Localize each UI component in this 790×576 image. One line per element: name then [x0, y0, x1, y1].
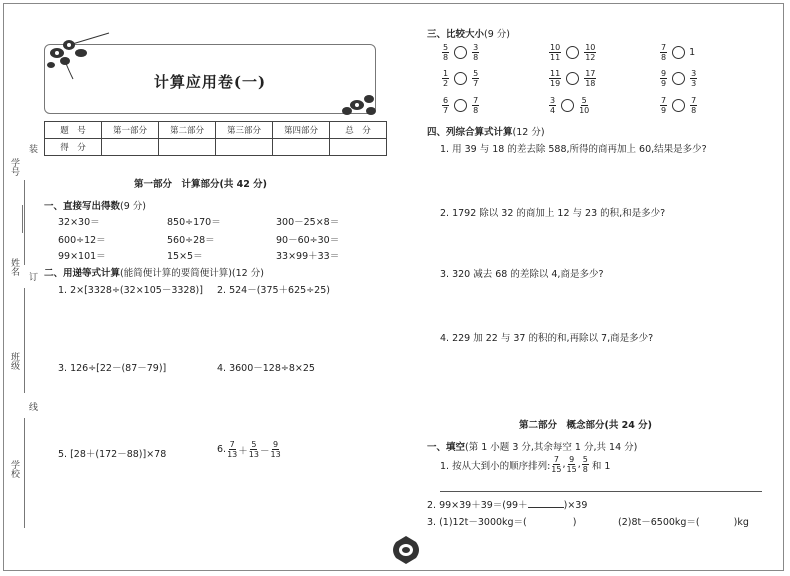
binding-mark-xian: 线: [29, 403, 39, 413]
compare-item: [441, 96, 480, 115]
numerator: 7: [661, 43, 667, 52]
compare-answer-circle[interactable]: [672, 46, 685, 59]
fraction: [472, 96, 479, 115]
numerator: 11: [550, 69, 561, 78]
denominator: 9: [661, 106, 667, 115]
equation-question: 1. 2×[3328÷(32×105－3328)]: [58, 285, 203, 296]
compare-item: [548, 43, 597, 62]
word-problem: 2. 1792 除以 32 的商加上 12 与 23 的积,和是多少?: [440, 208, 666, 219]
equation-question: 5. [28＋(172－88)]×78: [58, 449, 167, 460]
part1-title: 第一部分 计算部分(共 42 分): [134, 179, 268, 190]
student-id-label: 学号: [9, 158, 19, 176]
denominator: 15: [566, 465, 577, 474]
compare-answer-circle[interactable]: [454, 99, 467, 112]
question-text: 2. 99×39＋39＝(99＋: [427, 500, 528, 511]
fill-question-1: 1. 按从大到小的顺序排列: $\frac{7}{15}$ , $\frac{9}{15}$ , $\frac{5}{8}$ 和 1: [440, 455, 611, 474]
binding-mark-zhuang: 装: [29, 145, 39, 155]
numerator: 9: [273, 440, 279, 449]
word-problem: 4. 229 加 22 与 37 的积的和,再除以 7,商是多少?: [440, 333, 654, 344]
cut-line: [24, 180, 25, 265]
numerator: 7: [553, 455, 559, 464]
numerator: 9: [661, 69, 667, 78]
compare-item: [659, 43, 695, 62]
question-text: 3. (1)12t－3000kg＝(: [427, 517, 527, 528]
fraction: [567, 455, 577, 474]
fraction: [690, 96, 697, 115]
answer-line[interactable]: [440, 491, 762, 492]
part2-title: 第二部分 概念部分(共 24 分): [519, 420, 653, 431]
fraction: [549, 69, 561, 88]
school-label: 学校: [9, 460, 19, 478]
section2-title: 二、用递等式计算: [44, 268, 121, 279]
table-header-cell: 总 分: [330, 122, 387, 139]
numerator: 10: [585, 43, 596, 52]
question-text: (2)8t－6500kg＝(: [618, 517, 700, 528]
numerator: 5: [581, 96, 587, 105]
fraction: [660, 69, 667, 88]
number: 1: [689, 47, 696, 58]
fraction: [549, 43, 561, 62]
table-header-cell: 题 号: [45, 122, 102, 139]
question-text: 和 1: [591, 460, 611, 472]
section4-heading: [427, 124, 545, 138]
fraction: [549, 96, 556, 115]
section2-heading: [44, 265, 264, 279]
denominator: 8: [582, 465, 588, 474]
numerator: 10: [550, 43, 561, 52]
bottom-ornament-icon: [388, 534, 424, 566]
calc-item: 600÷12＝: [58, 235, 106, 246]
score-cell[interactable]: [273, 139, 330, 156]
fraction: [442, 69, 449, 88]
section2-note: (能简便计算的要简便计算)(12 分): [120, 268, 264, 279]
equation-question: 2. 524－(375＋625÷25): [217, 285, 330, 296]
table-row: [45, 122, 387, 139]
fill-line: [22, 205, 23, 233]
numerator: 5: [473, 69, 479, 78]
fraction: [579, 96, 589, 115]
numerator: 3: [550, 96, 556, 105]
operator: －: [259, 445, 270, 457]
calc-item: 32×30＝: [58, 217, 100, 228]
numerator: 3: [691, 69, 697, 78]
binding-mark-ding: 订: [29, 273, 39, 283]
section1-heading: [44, 198, 146, 212]
denominator: 18: [585, 79, 596, 88]
section3-title: 三、比较大小: [427, 29, 485, 40]
compare-answer-circle[interactable]: [454, 72, 467, 85]
compare-answer-circle[interactable]: [672, 99, 685, 112]
fraction: [270, 440, 280, 459]
denominator: 8: [691, 106, 697, 115]
calc-item: 33×99＋33＝: [276, 251, 340, 262]
fraction: [249, 440, 259, 459]
fraction: [227, 440, 237, 459]
operator: ＋: [238, 445, 248, 457]
fraction: [660, 96, 667, 115]
section1-title: 一、直接写出得数: [44, 201, 121, 212]
class-label: 班级: [9, 352, 19, 370]
fill-question-3b: [618, 514, 749, 528]
section4-score: (12 分): [512, 127, 545, 138]
table-row-label: 得 分: [45, 139, 102, 156]
fraction: [551, 455, 561, 474]
compare-item: [548, 69, 597, 88]
compare-answer-circle[interactable]: [672, 72, 685, 85]
word-problem: 3. 320 减去 68 的差除以 4,商是多少?: [440, 269, 604, 280]
compare-item: [548, 96, 590, 115]
fill-question-3a: [427, 514, 577, 528]
denominator: 8: [473, 106, 479, 115]
denominator: 13: [248, 450, 259, 459]
compare-item: [441, 43, 480, 62]
denominator: 4: [550, 106, 556, 115]
denominator: 8: [443, 53, 449, 62]
word-problem: 1. 用 39 与 18 的差去除 588,所得的商再加上 60,结果是多少?: [440, 144, 707, 155]
equation-question: 4. 3600－128÷8×25: [217, 363, 315, 374]
title-frame: [44, 44, 376, 114]
table-header-cell: 第三部分: [216, 122, 273, 139]
compare-answer-circle[interactable]: [566, 72, 579, 85]
equation-question: [217, 440, 282, 459]
table-row: [45, 139, 387, 156]
name-label: 姓名: [9, 258, 19, 276]
section4-title: 四、列综合算式计算: [427, 127, 513, 138]
denominator: 11: [550, 53, 561, 62]
denominator: 13: [227, 450, 238, 459]
fraction: [442, 43, 449, 62]
denominator: 19: [550, 79, 561, 88]
denominator: 13: [270, 450, 281, 459]
denominator: 15: [551, 465, 562, 474]
score-cell[interactable]: [216, 139, 273, 156]
fill-section-title: 一、填空: [427, 442, 466, 453]
denominator: 9: [661, 79, 667, 88]
section3-score: (9 分): [484, 29, 510, 40]
fraction: [690, 69, 697, 88]
numerator: 7: [229, 440, 235, 449]
fill-section-note: (第 1 小题 3 分,其余每空 1 分,共 14 分): [465, 442, 638, 453]
fraction: [472, 69, 479, 88]
question-text: )×39: [563, 500, 588, 511]
denominator: 8: [661, 53, 667, 62]
compare-answer-circle[interactable]: [454, 46, 467, 59]
numerator: 5: [582, 455, 588, 464]
page-title: 计算应用卷(一): [153, 73, 267, 91]
score-cell[interactable]: [159, 139, 216, 156]
fraction: [582, 455, 589, 474]
score-cell[interactable]: [102, 139, 159, 156]
compare-item: [659, 69, 698, 88]
numerator: 3: [473, 43, 479, 52]
numerator: 6: [443, 96, 449, 105]
question-text: )kg: [733, 517, 749, 528]
question-text: ): [572, 517, 577, 528]
numerator: 9: [569, 455, 575, 464]
denominator: 7: [443, 106, 449, 115]
numerator: 7: [661, 96, 667, 105]
fraction: [584, 43, 596, 62]
table-header-cell: 第二部分: [159, 122, 216, 139]
denominator: 3: [691, 79, 697, 88]
denominator: 10: [579, 106, 590, 115]
compare-answer-circle[interactable]: [566, 46, 579, 59]
numerator: 5: [251, 440, 257, 449]
question-text: 1. 按从大到小的顺序排列:: [440, 460, 551, 472]
table-header-cell: 第四部分: [273, 122, 330, 139]
numerator: 1: [443, 69, 449, 78]
compare-item: [659, 96, 698, 115]
numerator: 5: [443, 43, 449, 52]
compare-answer-circle[interactable]: [561, 99, 574, 112]
fraction: [660, 43, 667, 62]
calc-item: 99×101＝: [58, 251, 106, 262]
fraction: [472, 43, 479, 62]
numerator: 17: [585, 69, 596, 78]
calc-item: 300－25×8＝: [276, 217, 340, 228]
fraction: [442, 96, 449, 115]
calc-item: 15×5＝: [167, 251, 203, 262]
denominator: 7: [473, 79, 479, 88]
compare-item: [441, 69, 480, 88]
equation-question: 3. 126÷[22－(87－79)]: [58, 363, 167, 374]
cut-line: [24, 288, 25, 393]
numerator: 7: [473, 96, 479, 105]
score-table: [44, 121, 387, 156]
denominator: 12: [585, 53, 596, 62]
question-number: 6.: [217, 444, 227, 455]
table-header-cell: 第一部分: [102, 122, 159, 139]
numerator: 7: [691, 96, 697, 105]
flower-ornament-icon: [337, 89, 383, 119]
calc-item: 850÷170＝: [167, 217, 221, 228]
calc-item: 90－60÷30＝: [276, 235, 340, 246]
denominator: 8: [473, 53, 479, 62]
fill-question-2: [427, 497, 587, 511]
denominator: 2: [443, 79, 449, 88]
fraction: [584, 69, 596, 88]
answer-blank[interactable]: [528, 507, 564, 508]
section1-score: (9 分): [120, 201, 146, 212]
section3-heading: [427, 26, 510, 40]
calc-item: 560÷28＝: [167, 235, 215, 246]
score-cell[interactable]: [330, 139, 387, 156]
fill-section-heading: [427, 439, 637, 453]
cut-line: [24, 418, 25, 528]
